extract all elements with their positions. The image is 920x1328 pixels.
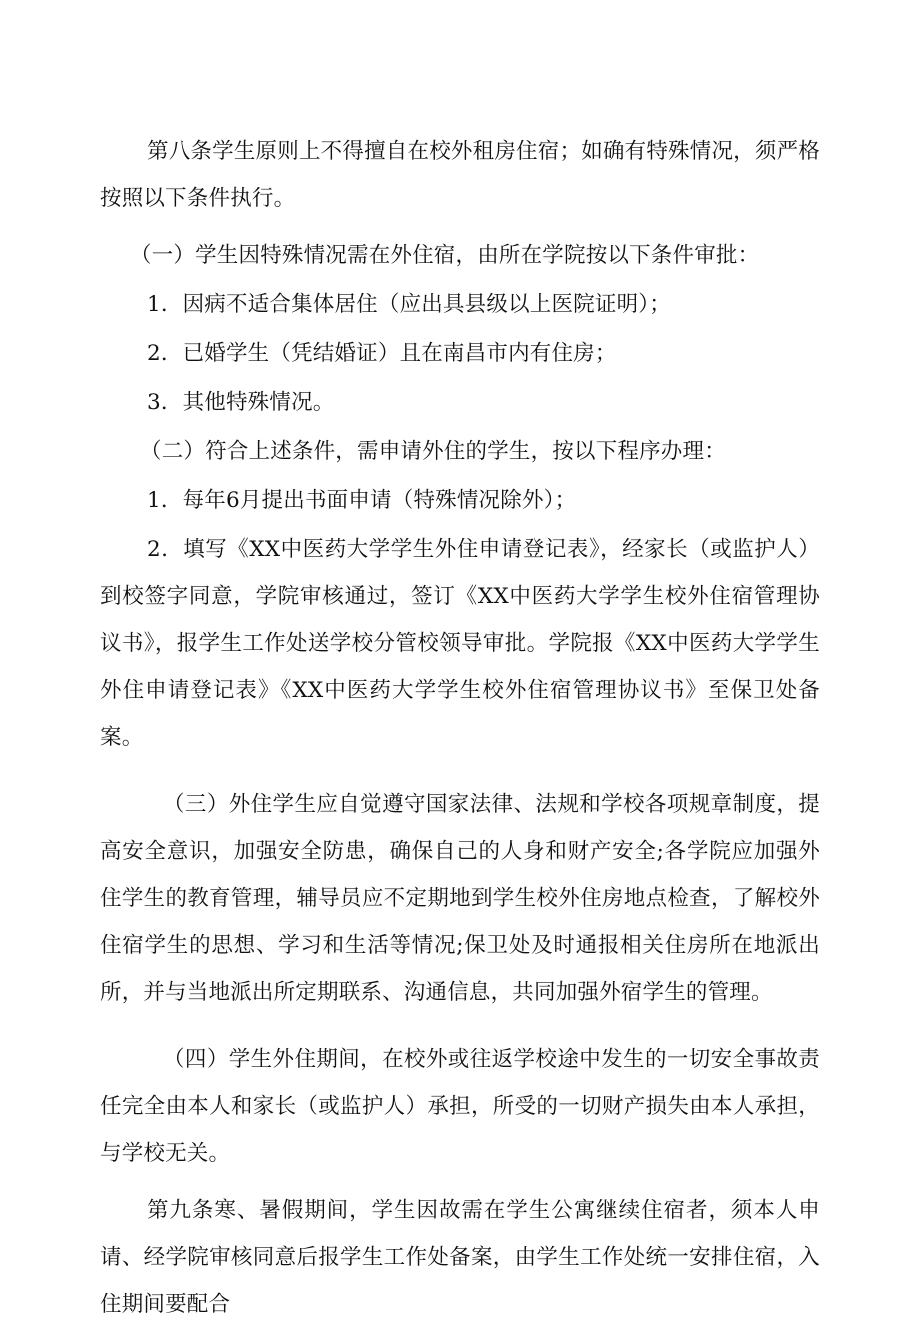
section-3-paragraph: （三）外住学生应自觉遵守国家法律、法规和学校各项规章制度，提高安全意识，加强安全防患，确保自己的人身和财产安全;各学院应加强外住学生的教育管理，辅导员应不定期地到学生校外住房地点检查，了解校外住宿学生的思想、学习和生活等情况;保卫处及时通报相关住房所在地派出所，并与当地派出所定期联系、沟通信息，共同加强外宿学生的管理。 [100, 792, 820, 1005]
section-1-item-1: 1．因病不适合集体居住（应出具县级以上医院证明）； [147, 292, 671, 317]
section-2-item-2: 2．填写《XX中医药大学学生外住申请登记表》，经家长（或监护人）到校签字同意，学院审核通过，签订《XX中医药大学学生校外住宿管理协议书》，报学生工作处送学校分管校领导审批。学院报《XX中医药大学学生外住申请登记表》《XX中医药大学学生校外住宿管理协议书》至保卫处备案。 [100, 537, 820, 750]
section-1-item-3: 3．其他特殊情况。 [147, 390, 335, 415]
article-9-paragraph: 第九条寒、暑假期间，学生因故需在学生公寓继续住宿者，须本人申请、经学院审核同意后报学生工作处备案，由学生工作处统一安排住宿，入住期间要配合 [100, 1198, 820, 1317]
section-1-item-2: 2．已婚学生（凭结婚证）且在南昌市内有住房； [147, 341, 617, 366]
section-2-heading: （二）符合上述条件，需申请外住的学生，按以下程序办理： [140, 439, 726, 464]
article-8-paragraph: 第八条学生原则上不得擅自在校外租房住宿；如确有特殊情况，须严格按照以下条件执行。 [100, 139, 820, 211]
section-4-paragraph: （四）学生外住期间，在校外或往返学校途中发生的一切安全事故责任完全由本人和家长（或监护人）承担，所受的一切财产损失由本人承担，与学校无关。 [100, 1047, 820, 1166]
section-1-heading: （一）学生因特殊情况需在外住宿，由所在学院按以下条件审批： [130, 243, 760, 268]
section-2-item-1: 1．每年6月提出书面申请（特殊情况除外）； [147, 488, 577, 513]
